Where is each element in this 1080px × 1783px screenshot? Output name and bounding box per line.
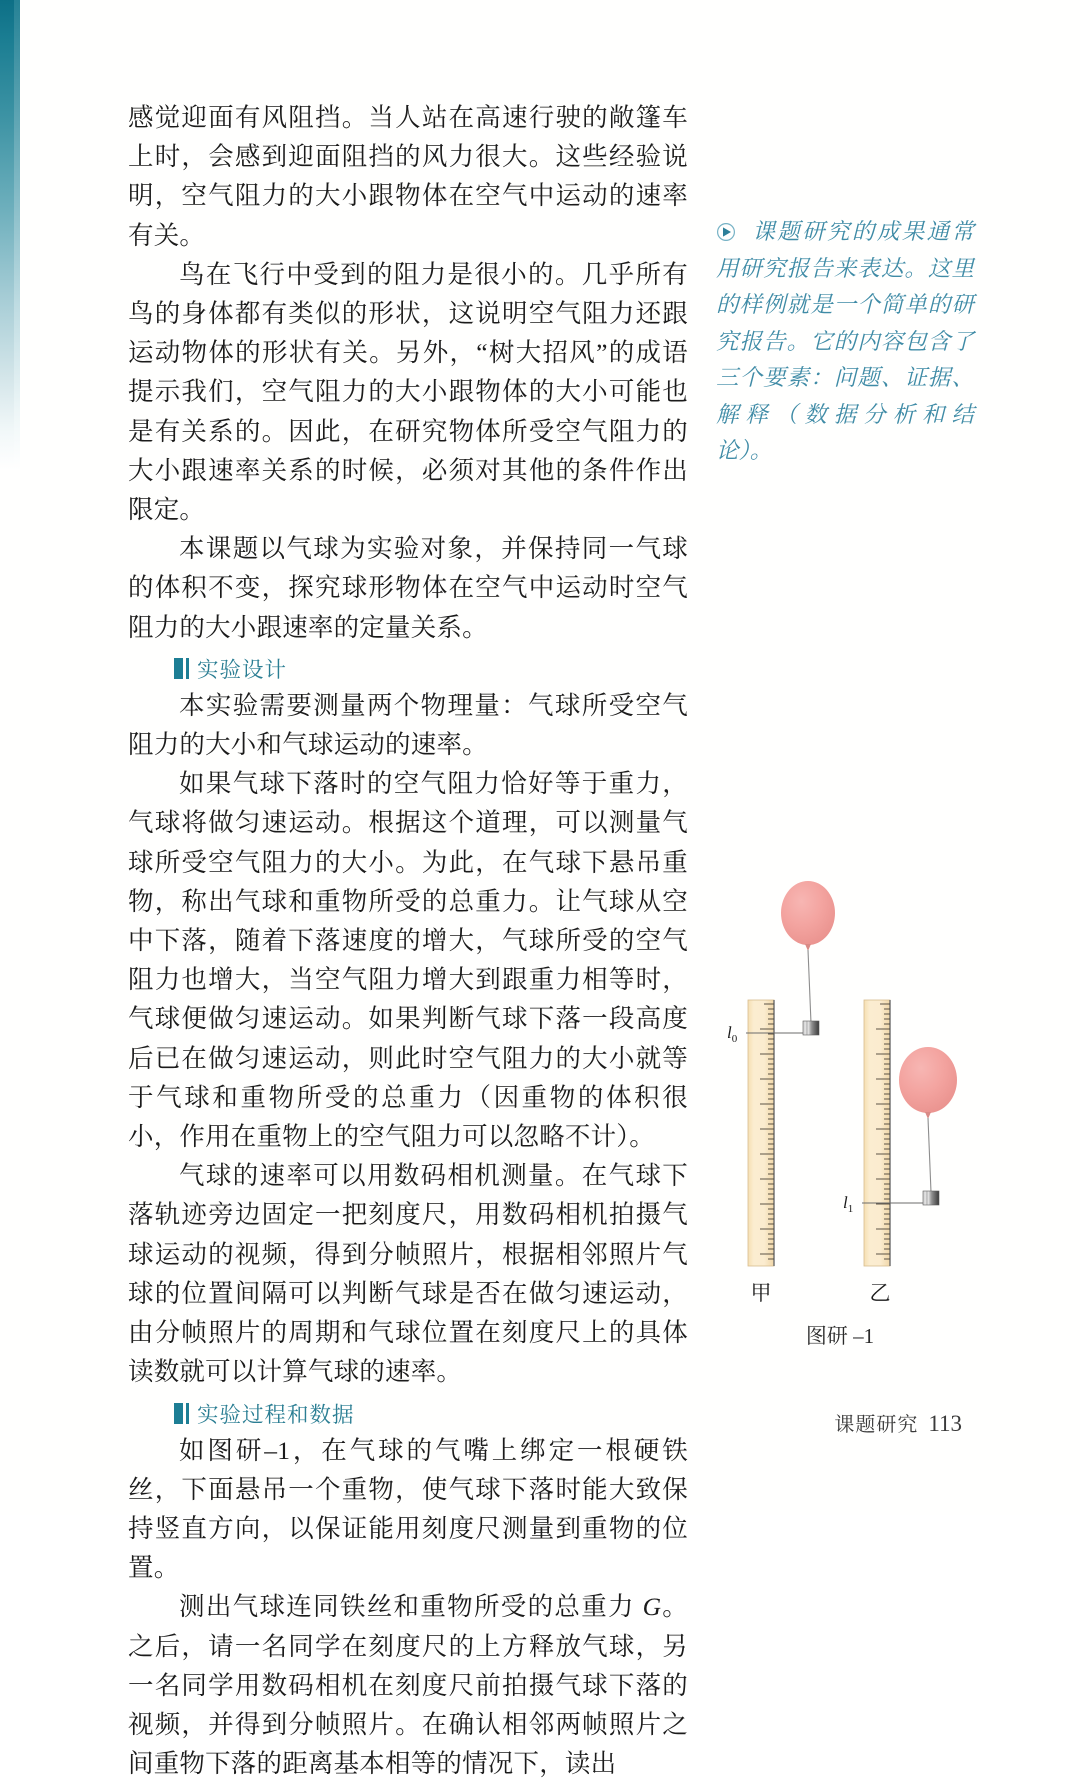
page-footer bbox=[834, 1408, 962, 1437]
figure-research-1 bbox=[690, 868, 990, 1348]
ruler-icon bbox=[748, 1000, 774, 1266]
weight-icon bbox=[923, 1191, 939, 1205]
panel-label-jia: 甲 bbox=[750, 1281, 772, 1305]
paragraph-8-before: 测出气球连同铁丝和重物所受的总重力 bbox=[179, 1592, 643, 1622]
footer-chapter-label: 课题研究 bbox=[834, 1414, 919, 1436]
paragraph-1: 感觉迎面有风阻挡。当人站在高速行驶的敞篷车上时，会感到迎面阻挡的风力很大。这些经验说明，空气阻力的大小跟物体在空气中运动的速率有关。 bbox=[128, 103, 688, 250]
paragraph-6: 气球的速率可以用数码相机测量。在气球下落轨迹旁边固定一把刻度尺，用数码相机拍摄气球运动的视频，得到分帧照片，根据相邻照片气球的位置间隔可以判断气球是否在做匀速运动，由分帧照片的周期和气球位置在刻度尺上的具体读数就可以计算气球的速率。 bbox=[128, 1161, 688, 1387]
paragraph-3: 本课题以气球为实验对象，并保持同一气球的体积不变，探究球形物体在空气中运动时空气阻力的大小跟速率的定量关系。 bbox=[128, 534, 688, 642]
section-title-text: 实验过程和数据 bbox=[197, 1402, 355, 1428]
symbol-total-gravity: G bbox=[642, 1592, 662, 1622]
paragraph-2: 鸟在飞行中受到的阻力是很小的。几乎所有鸟的身体都有类似的形状，这说明空气阻力还跟运动物体的形状有关。另外，“树大招风”的成语提示我们，空气阻力的大小跟物体的大小可能也是有关系的。因此，在研究物体所受空气阻力的大小跟速率关系的时候，必须对其他的条件作出限定。 bbox=[128, 259, 688, 525]
weight-icon bbox=[803, 1021, 819, 1035]
heading-bar-thick-icon bbox=[174, 1403, 183, 1424]
panel-yi bbox=[843, 1000, 957, 1305]
heading-bar-thick-icon bbox=[174, 658, 183, 679]
balloon-string bbox=[928, 1118, 931, 1192]
section-heading-experiment-process bbox=[174, 1398, 688, 1429]
paragraph-4: 本实验需要测量两个物理量：气球所受空气阻力的大小和气球运动的速率。 bbox=[128, 690, 688, 760]
panel-jia bbox=[727, 881, 835, 1305]
section-heading-experiment-design bbox=[174, 653, 688, 684]
panel-label-yi: 乙 bbox=[869, 1281, 891, 1305]
paragraph-8-after: 。之后，请一名同学在刻度尺的上方释放气球，另一名同学用数码相机在刻度尺前拍摄气球下落的视频，并得到分帧照片。在确认相邻两帧照片之间重物下落的距离基本相等的情况下，读出 bbox=[128, 1592, 689, 1779]
heading-bar-thin-icon bbox=[186, 1403, 189, 1424]
paragraph-5: 如果气球下落时的空气阻力恰好等于重力，气球将做匀速运动。根据这个道理，可以测量气球所受空气阻力的大小。为此，在气球下悬吊重物，称出气球和重物所受的总重力。让气球从空中下落，随着下落速度的增大，气球所受的空气阻力也增大，当空气阻力增大到跟重力相等时，气球便做匀速运动。如果判断气球下落一段高度后已在做匀速运动，则此时空气阻力的大小就等于气球和重物所受的总重力（因重物的体积很小，作用在重物上的空气阻力可以忽略不计）。 bbox=[128, 769, 688, 1152]
heading-bar-thin-icon bbox=[186, 658, 189, 679]
page-edge-decoration-inner bbox=[14, 0, 20, 470]
figure-caption: 图研 –1 bbox=[805, 1324, 875, 1348]
side-note bbox=[716, 214, 974, 470]
play-triangle-in-circle-icon bbox=[716, 223, 738, 241]
paragraph-7: 如图研–1，在气球的气嘴上绑定一根硬铁丝，下面悬吊一个重物，使气球下落时能大致保持竖直方向，以保证能用刻度尺测量到重物的位置。 bbox=[128, 1435, 688, 1583]
measure-label-l0: $l_0$ bbox=[727, 1023, 738, 1045]
section-title-text: 实验设计 bbox=[197, 657, 288, 683]
page-number: 113 bbox=[928, 1411, 962, 1436]
main-text-column bbox=[128, 98, 688, 1783]
figure-svg bbox=[690, 868, 990, 1348]
balloon-string bbox=[808, 950, 811, 1023]
side-note-text: 课题研究的成果通常用研究报告来表达。这里的样例就是一个简单的研究报告。它的内容包含了三个要素：问题、证据、解释（数据分析和结论）。 bbox=[716, 219, 974, 464]
balloon-icon bbox=[899, 1047, 957, 1119]
paragraph-8 bbox=[128, 1587, 688, 1783]
measure-label-l1: $l_1$ bbox=[843, 1193, 854, 1215]
balloon-icon bbox=[781, 881, 835, 951]
